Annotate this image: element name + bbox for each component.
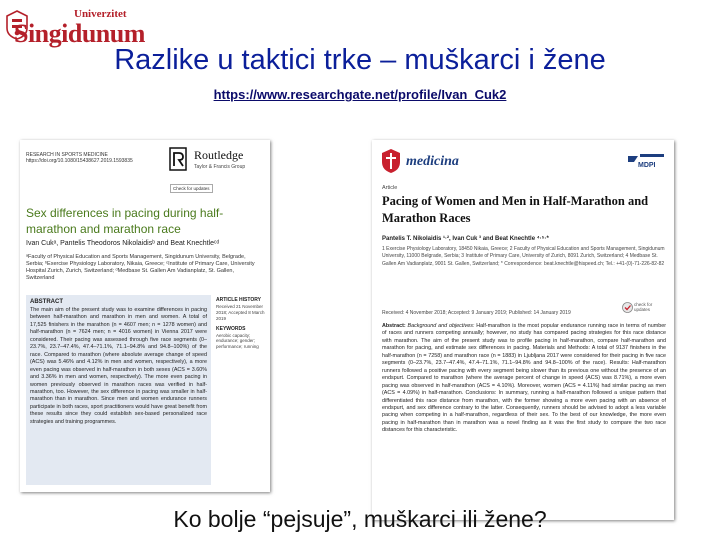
slide-question: Ko bolje “pejsuje”, muškarci ili žene? (173, 506, 547, 532)
abstract-intro: Background and objectives: (407, 323, 475, 329)
article-history (216, 297, 266, 354)
slide-title: Razlike u taktici trke – muškarci i žene (114, 44, 606, 76)
article-label: Article (382, 185, 398, 191)
publisher-sub: Taylor & Francis Group (194, 164, 246, 170)
keywords-text: Aerobic capacity; endurance; gender; performance; running (216, 332, 259, 350)
keywords-heading: KEYWORDS (216, 325, 246, 332)
paper-right-abstract (382, 323, 666, 435)
history-heading: ARTICLE HISTORY (216, 297, 262, 303)
paper-left-abstract-box (26, 295, 211, 485)
abstract-body: Half-marathon is the most popular endurance running race in terms of number of races and runners competing annually; however, no study has compared pacing strategies for this race distance with marathon. The aim of the present study was to profile pacing in half-marathon, compare half-marathon and marathon for pacing, and estimate sex differences in pacing. Materials and Methods: A total of 9137 finishers in the half-marathon (n = 7258) and marathon race (n = 1883) in Ljubljana 2017 were considered for their pacing in five race segments (0–23.7%, 23.7–47.4%, 47.4–71.1%, 71.1–94.8% and 94.8–100% of the race). Results: Half-marathon runners followed a positive pacing with every segment being slower than its previous one without the presence of an endspurt. Compared to marathon (where the average percent of change in speed (ACS) was 8.71%), a more even pacing was observed in half-marathon (ACS = 4.10%). Moreover, women (ACS = 4.11%) had similar pacing as men (ACS = 4.09%) in half-marathon. Conclusions: In summary, running a half-marathon followed a unique pattern that differentiated this race distance from marathon, with the former showing a more even pacing with an absence of endspurt, and sex difference contrary to the latter. Consequently, runners should be advised to adopt a less variable pacing when competing in a half-marathon, regardless of their sex. To the best of our knowledge, the more even pacing in half-marathon than in marathon was a novel finding as it was the first study to compare the two race distances for this characteristic. (382, 323, 667, 434)
paper-left-title: Sex differences in pacing during half-marathon and marathon race (26, 206, 224, 236)
abstract-text: The main aim of the present study was to examine differences in pacing between half-marathon and marathon in men and women. A total of 17,525 finishers in the marathon (n = 4607 men; n = 1278 women) and half-marathon (n = 7624 men; n = 4016 women) in Vienna 2017 were considered. Their pacing was assessed through five race segments (0–23.7%, 23.7–47.4%, 47.4–71.1%, 71.1–94.8% and 94.8–100%) of the race. Compared to marathon (where absolute average change of speed (ACS) was 5.46% and 4.12% in men and women, respectively), a more even pacing was observed in half-marathon in both sexes (ACS = 3.60% and 3.36% in men and women, respectively). The more even pacing in women previously observed in marathon races was verified in half-marathon, too. However, the sex difference in pacing was smaller in half-marathon than in marathon. Since men and women endurance runners participate in both races, sport practitioners would have great benefit from these results since they could establish sex-based personalized race strategies and training programmes. (30, 307, 207, 425)
mdpi-logo (626, 154, 666, 180)
abstract-heading: ABSTRACT (30, 299, 63, 305)
paper-right (372, 140, 674, 520)
paper-right-authors: Pantelis T. Nikolaidis ¹·², Ivan Cuk ³ and Beat Knechtle ⁴·⁵·* (382, 236, 549, 242)
routledge-logo-icon (168, 146, 190, 174)
publisher-name: Routledge (194, 148, 244, 162)
paper-left (20, 140, 270, 492)
check-updates-badge[interactable] (622, 300, 666, 320)
paper-left-journal-block (26, 152, 166, 165)
check-updates-label: check for updates (634, 302, 653, 313)
singidunum-logo (6, 4, 145, 48)
logo-university-label: Univerzitet (74, 8, 127, 20)
medicina-crest-icon (380, 148, 402, 174)
check-updates-icon (622, 302, 633, 313)
medicina-journal-name: medicina (406, 154, 459, 169)
paper-left-journal: RESEARCH IN SPORTS MEDICINE (26, 152, 108, 158)
medicina-logo (380, 148, 500, 178)
mdpi-name: MDPI (638, 162, 656, 169)
logo-name: Singidunum (14, 19, 145, 48)
paper-left-authors: Ivan Cukᵃ, Pantelis Theodoros Nikolaidisᵇ and Beat Knechtleᶜᵈ (26, 240, 220, 247)
paper-left-affiliations: ᵃFaculty of Physical Education and Sports Management, Singidunum University, Belgrade, Serbia; ᵇExercise Physiology Laboratory, Nikaia, Greece; ᶜInstitute of Primary Care, University Hospital Zurich, Zurich, Switzerland; ᵈMedbase St. Gallen Am Vadianplatz, St. Gallen, Switzerland (26, 254, 255, 282)
abstract-label: Abstract: (382, 323, 406, 329)
check-updates-button[interactable]: Check for updates (170, 184, 213, 193)
routledge-logo (168, 146, 258, 176)
paper-right-affiliations: 1 Exercise Physiology Laboratory, 18450 Nikaia, Greece; 2 Faculty of Physical Education and Sports Management, Singidunum University, 11000 Belgrade, Serbia; 3 Institute of Primary Care, University of Zurich, 8091 Zurich, Switzerland; 4 Medbase St. Gallen Am Vadianplatz, 9001 St. Gallen, Switzerland; * Correspondence: beat.knechtle@hispeed.ch; Tel.: +41-(0)-71-226-82-82 (382, 246, 665, 267)
source-link[interactable]: https://www.researchgate.net/profile/Ivan_Cuk2 (213, 87, 507, 102)
paper-right-received: Received: 4 November 2018; Accepted: 9 January 2019; Published: 14 January 2019 (382, 310, 571, 316)
history-text: Received 21 November 2018; Accepted 8 March 2019 (216, 304, 265, 321)
paper-right-title: Pacing of Women and Men in Half-Marathon and Marathon Races (382, 194, 649, 225)
paper-left-doi: https://doi.org/10.1080/15438627.2019.1593835 (26, 158, 133, 165)
